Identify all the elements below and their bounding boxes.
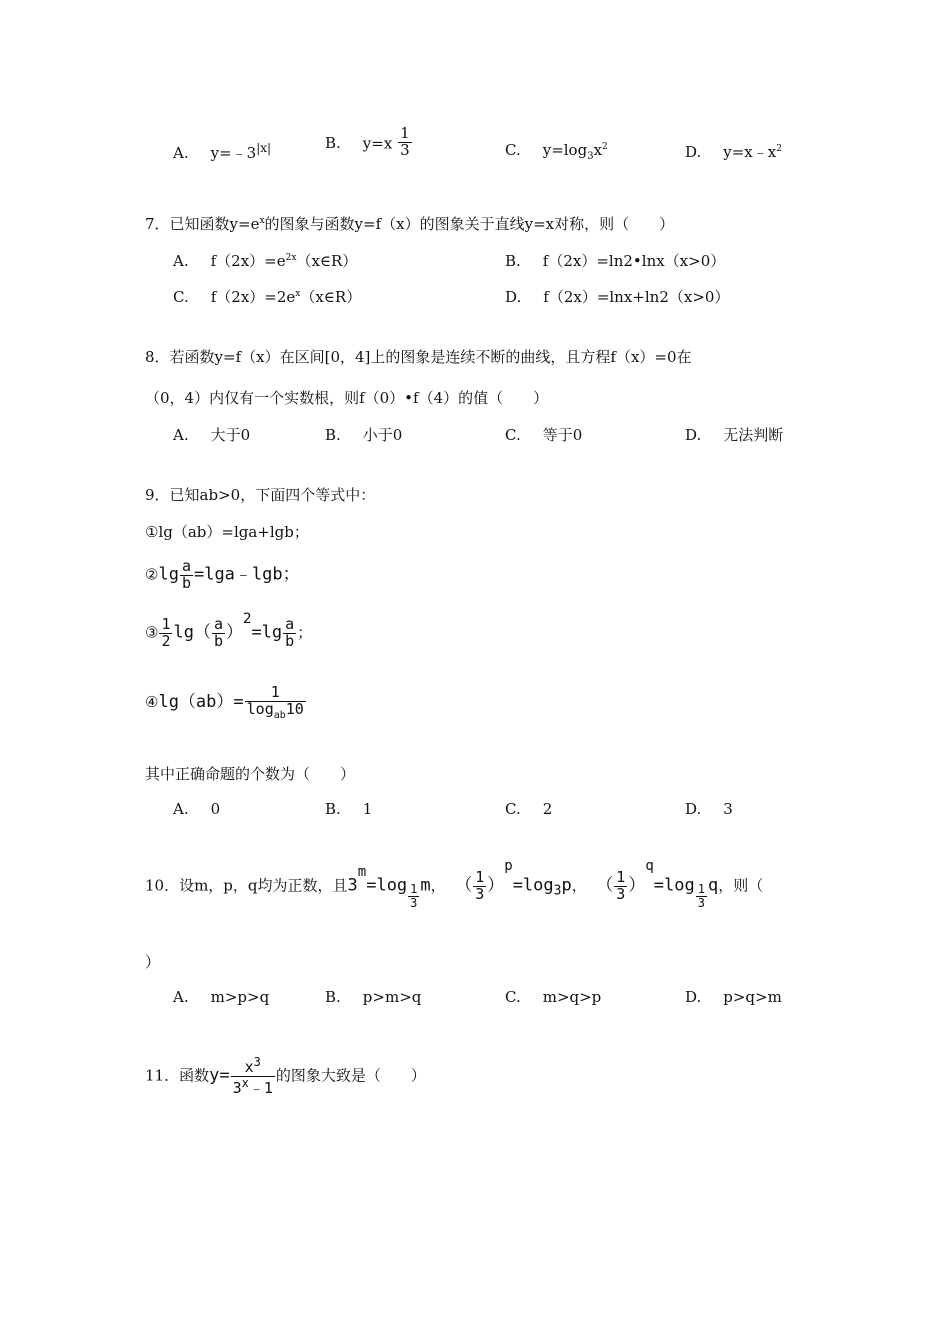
q9-question: 其中正确命题的个数为（ ） xyxy=(145,765,356,783)
q6-option-b: B. y=x $\frac{1}{3}$ xyxy=(325,124,410,159)
q9-option-d: D. 3 xyxy=(685,800,733,818)
q10-option-b: B. p>m>q xyxy=(325,988,422,1006)
q9-option-a: A. 0 xyxy=(173,800,221,818)
q9-statement-4: ④lg（ab）= $\frac{1}{\log_{ab}10}$ xyxy=(145,683,304,721)
q7-option-a: A. $f(2x)=e^{2x}(x\in R)$ xyxy=(173,252,358,270)
q9-option-b: B. 1 xyxy=(325,800,373,818)
q8-option-d: D. 无法判断 xyxy=(685,426,784,444)
q8-option-c: C. 等于0 xyxy=(505,426,583,444)
q7-option-c: C. $f(2x)=2e^x(x\in R)$ xyxy=(173,288,362,306)
q9-statement-3: ③ $\frac{1}{2}$ lg（ $\frac{a}{b}$ ）2=lg $\frac{a}{b}$ ； xyxy=(145,611,313,650)
q10-stem-line2: ） xyxy=(145,953,161,971)
q8-stem-line1: 8．若函数y=f（x）在区间[0，4]上的图象是连续不断的曲线，且方程f（x）=0在 xyxy=(145,348,692,366)
q11-stem: 11．函数y= $\frac{x^3}{3^x﹣1}$ 的图象大致是（ ） xyxy=(145,1055,426,1097)
q7-stem: 7．已知函数$y=e^x$的图象与函数y=f（x）的图象关于直线y=x对称，则（ ） xyxy=(145,215,675,233)
q8-stem-line2: （0，4）内仅有一个实数根，则f（0）•f（4）的值（ ） xyxy=(145,389,549,407)
q10-stem: 10．设m，p，q均为正数，且3m=log $\frac{1}{3}$ m， （ $\frac{1}{3}$ ）$p=\log_3p$， （ $\frac{1}{3}$ ）q=log $\frac{1}{3}$ q，则（ xyxy=(145,858,764,910)
q8-option-b: B. 小于0 xyxy=(325,426,403,444)
q9-statement-2: ②lg $\frac{a}{b}$ =lga﹣lgb； xyxy=(145,557,300,592)
q10-option-d: D. p>q>m xyxy=(685,988,782,1006)
q10-option-a: A. m>p>q xyxy=(173,988,270,1006)
q9-statement-1: ①lg（ab）=lga+lgb； xyxy=(145,523,309,541)
q9-option-c: C. 2 xyxy=(505,800,553,818)
q9-stem: 9．已知ab>0，下面四个等式中： xyxy=(145,486,376,504)
q7-option-d: D. f（2x）=lnx+ln2（x>0） xyxy=(505,288,730,306)
q10-option-c: C. m>q>p xyxy=(505,988,602,1006)
q8-option-a: A. 大于0 xyxy=(173,426,251,444)
q6-option-c: C. $y=\log_3x^2$ xyxy=(505,141,608,162)
q7-option-b: B. f（2x）=ln2•lnx（x>0） xyxy=(505,252,726,270)
q6-option-a: A. $y=﹣3^{|x|}$ xyxy=(173,141,272,162)
q6-option-d: D. $y=x﹣x^2$ xyxy=(685,143,782,161)
